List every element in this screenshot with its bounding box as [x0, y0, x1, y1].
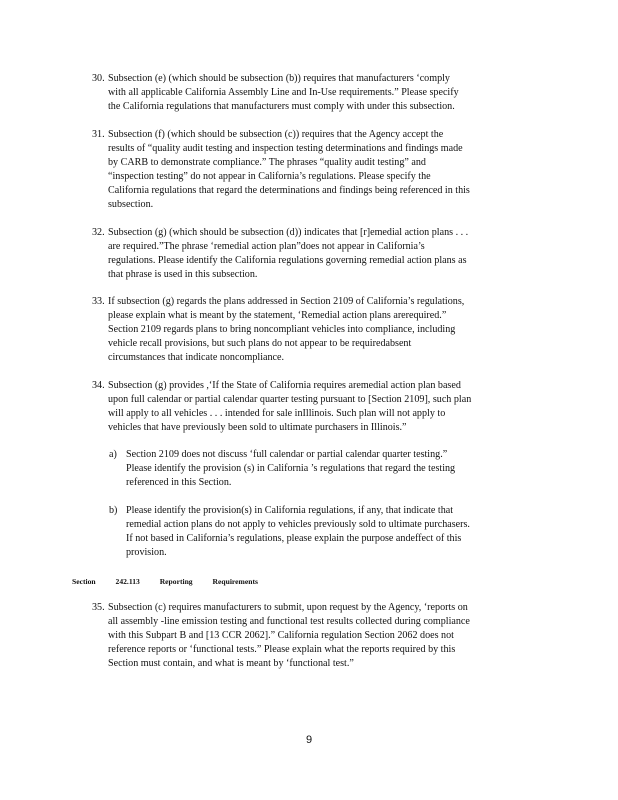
item-line: California regulations that regard the determinations and findings being referenced in this — [108, 184, 470, 196]
item-line: Subsection (c) requires manufacturers to submit, upon request by the Agency, ‘reports on — [108, 602, 468, 613]
section-heading — [72, 577, 276, 586]
item-line: Subsection (g) (which should be subsection (d)) indicates that [r]emedial action plans . . . — [108, 227, 469, 238]
item-line: upon full calendar or partial calendar quarter testing pursuant to [Section 2109], such plan — [108, 393, 472, 405]
item-number: 30. — [92, 73, 105, 84]
sub-item-b — [109, 504, 541, 560]
sub-item-a — [109, 448, 541, 490]
list-item-33 — [92, 295, 540, 365]
item-line: results of “quality audit testing and inspection testing determinations and findings made — [108, 142, 463, 154]
item-line: subsection. — [108, 198, 154, 210]
item-line: Section 2109 regards plans to bring noncompliant vehicles into compliance, including — [108, 323, 456, 335]
item-number: 35. — [92, 602, 105, 613]
sub-item-line: remedial action plans do not apply to vehicles previously sold to ultimate purchasers. — [126, 518, 470, 530]
item-number: 33. — [92, 296, 105, 307]
sub-item-line: Please identify the provision(s) in California regulations, if any, that indicate that — [126, 505, 454, 516]
sub-item-line: provision. — [126, 546, 167, 558]
item-line: the California regulations that manufacturers must comply with under this subsection. — [108, 100, 455, 112]
list-item-35 — [92, 601, 540, 671]
item-line: Subsection (g) provides ,‘If the State of California requires aremedial action plan based — [108, 380, 461, 391]
item-number: 31. — [92, 129, 105, 140]
item-line: regulations. Please identify the California regulations governing remedial action plans as — [108, 254, 467, 266]
sub-item-line: Please identify the provision (s) in California ’s regulations that regard the testing — [126, 462, 456, 474]
item-line: “inspection testing” do not appear in California’s regulations. Please specify the — [108, 170, 431, 182]
section-title-word: Reporting — [159, 577, 193, 586]
item-number: 34. — [92, 380, 105, 391]
item-line: that phrase is used in this subsection. — [108, 268, 258, 280]
item-line: with this Subpart B and [13 CCR 2062].” California regulation Section 2062 does not — [108, 629, 454, 641]
item-line: will apply to all vehicles . . . intended for sale inIllinois. Such plan will not apply to — [108, 407, 446, 419]
list-item-32 — [92, 226, 540, 282]
item-line: Subsection (f) (which should be subsection (c)) requires that the Agency accept the — [108, 129, 444, 140]
list-item-31 — [92, 128, 540, 211]
sub-item-label: b) — [109, 505, 118, 516]
section-title-word: Requirements — [212, 577, 258, 586]
item-line: all assembly -line emission testing and functional test results collected during compliance — [108, 615, 470, 627]
item-number: 32. — [92, 227, 105, 238]
item-line: with all applicable California Assembly Line and In-Use requirements.” Please specify — [108, 86, 459, 98]
item-line: Section must contain, and what is meant by ‘functional test.” — [108, 657, 354, 669]
item-line: vehicle recall provisions, but such plans do not appear to be requiredabsent — [108, 337, 412, 349]
item-line: vehicles that have previously been sold to ultimate purchasers in Illinois.” — [108, 421, 407, 433]
section-number: 242.113 — [115, 577, 140, 586]
item-line: by CARB to demonstrate compliance.” The phrases “quality audit testing” and — [108, 156, 426, 168]
item-line: Subsection (e) (which should be subsection (b)) requires that manufacturers ‘comply — [108, 73, 450, 84]
list-item-30 — [92, 72, 540, 114]
sub-item-line: If not based in California’s regulations, please explain the purpose andeffect of this — [126, 532, 462, 544]
page-number: 9 — [305, 734, 313, 746]
sub-item-label: a) — [109, 449, 117, 460]
item-line: are required.”The phrase ‘remedial action plan”does not appear in California’s — [108, 240, 425, 252]
item-line: reference reports or ‘functional tests.” Please explain what the reports required by this — [108, 643, 456, 655]
sub-item-line: Section 2109 does not discuss ‘full calendar or partial calendar quarter testing.” — [126, 449, 448, 460]
list-item-34 — [92, 379, 540, 435]
item-line: If subsection (g) regards the plans addressed in Section 2109 of California’s regulations, — [108, 296, 465, 307]
section-label: Section — [72, 577, 96, 586]
item-line: please explain what is meant by the statement, ‘Remedial action plans arerequired.” — [108, 309, 447, 321]
item-line: circumstances that indicate noncompliance. — [108, 351, 285, 363]
sub-item-line: referenced in this Section. — [126, 476, 232, 488]
